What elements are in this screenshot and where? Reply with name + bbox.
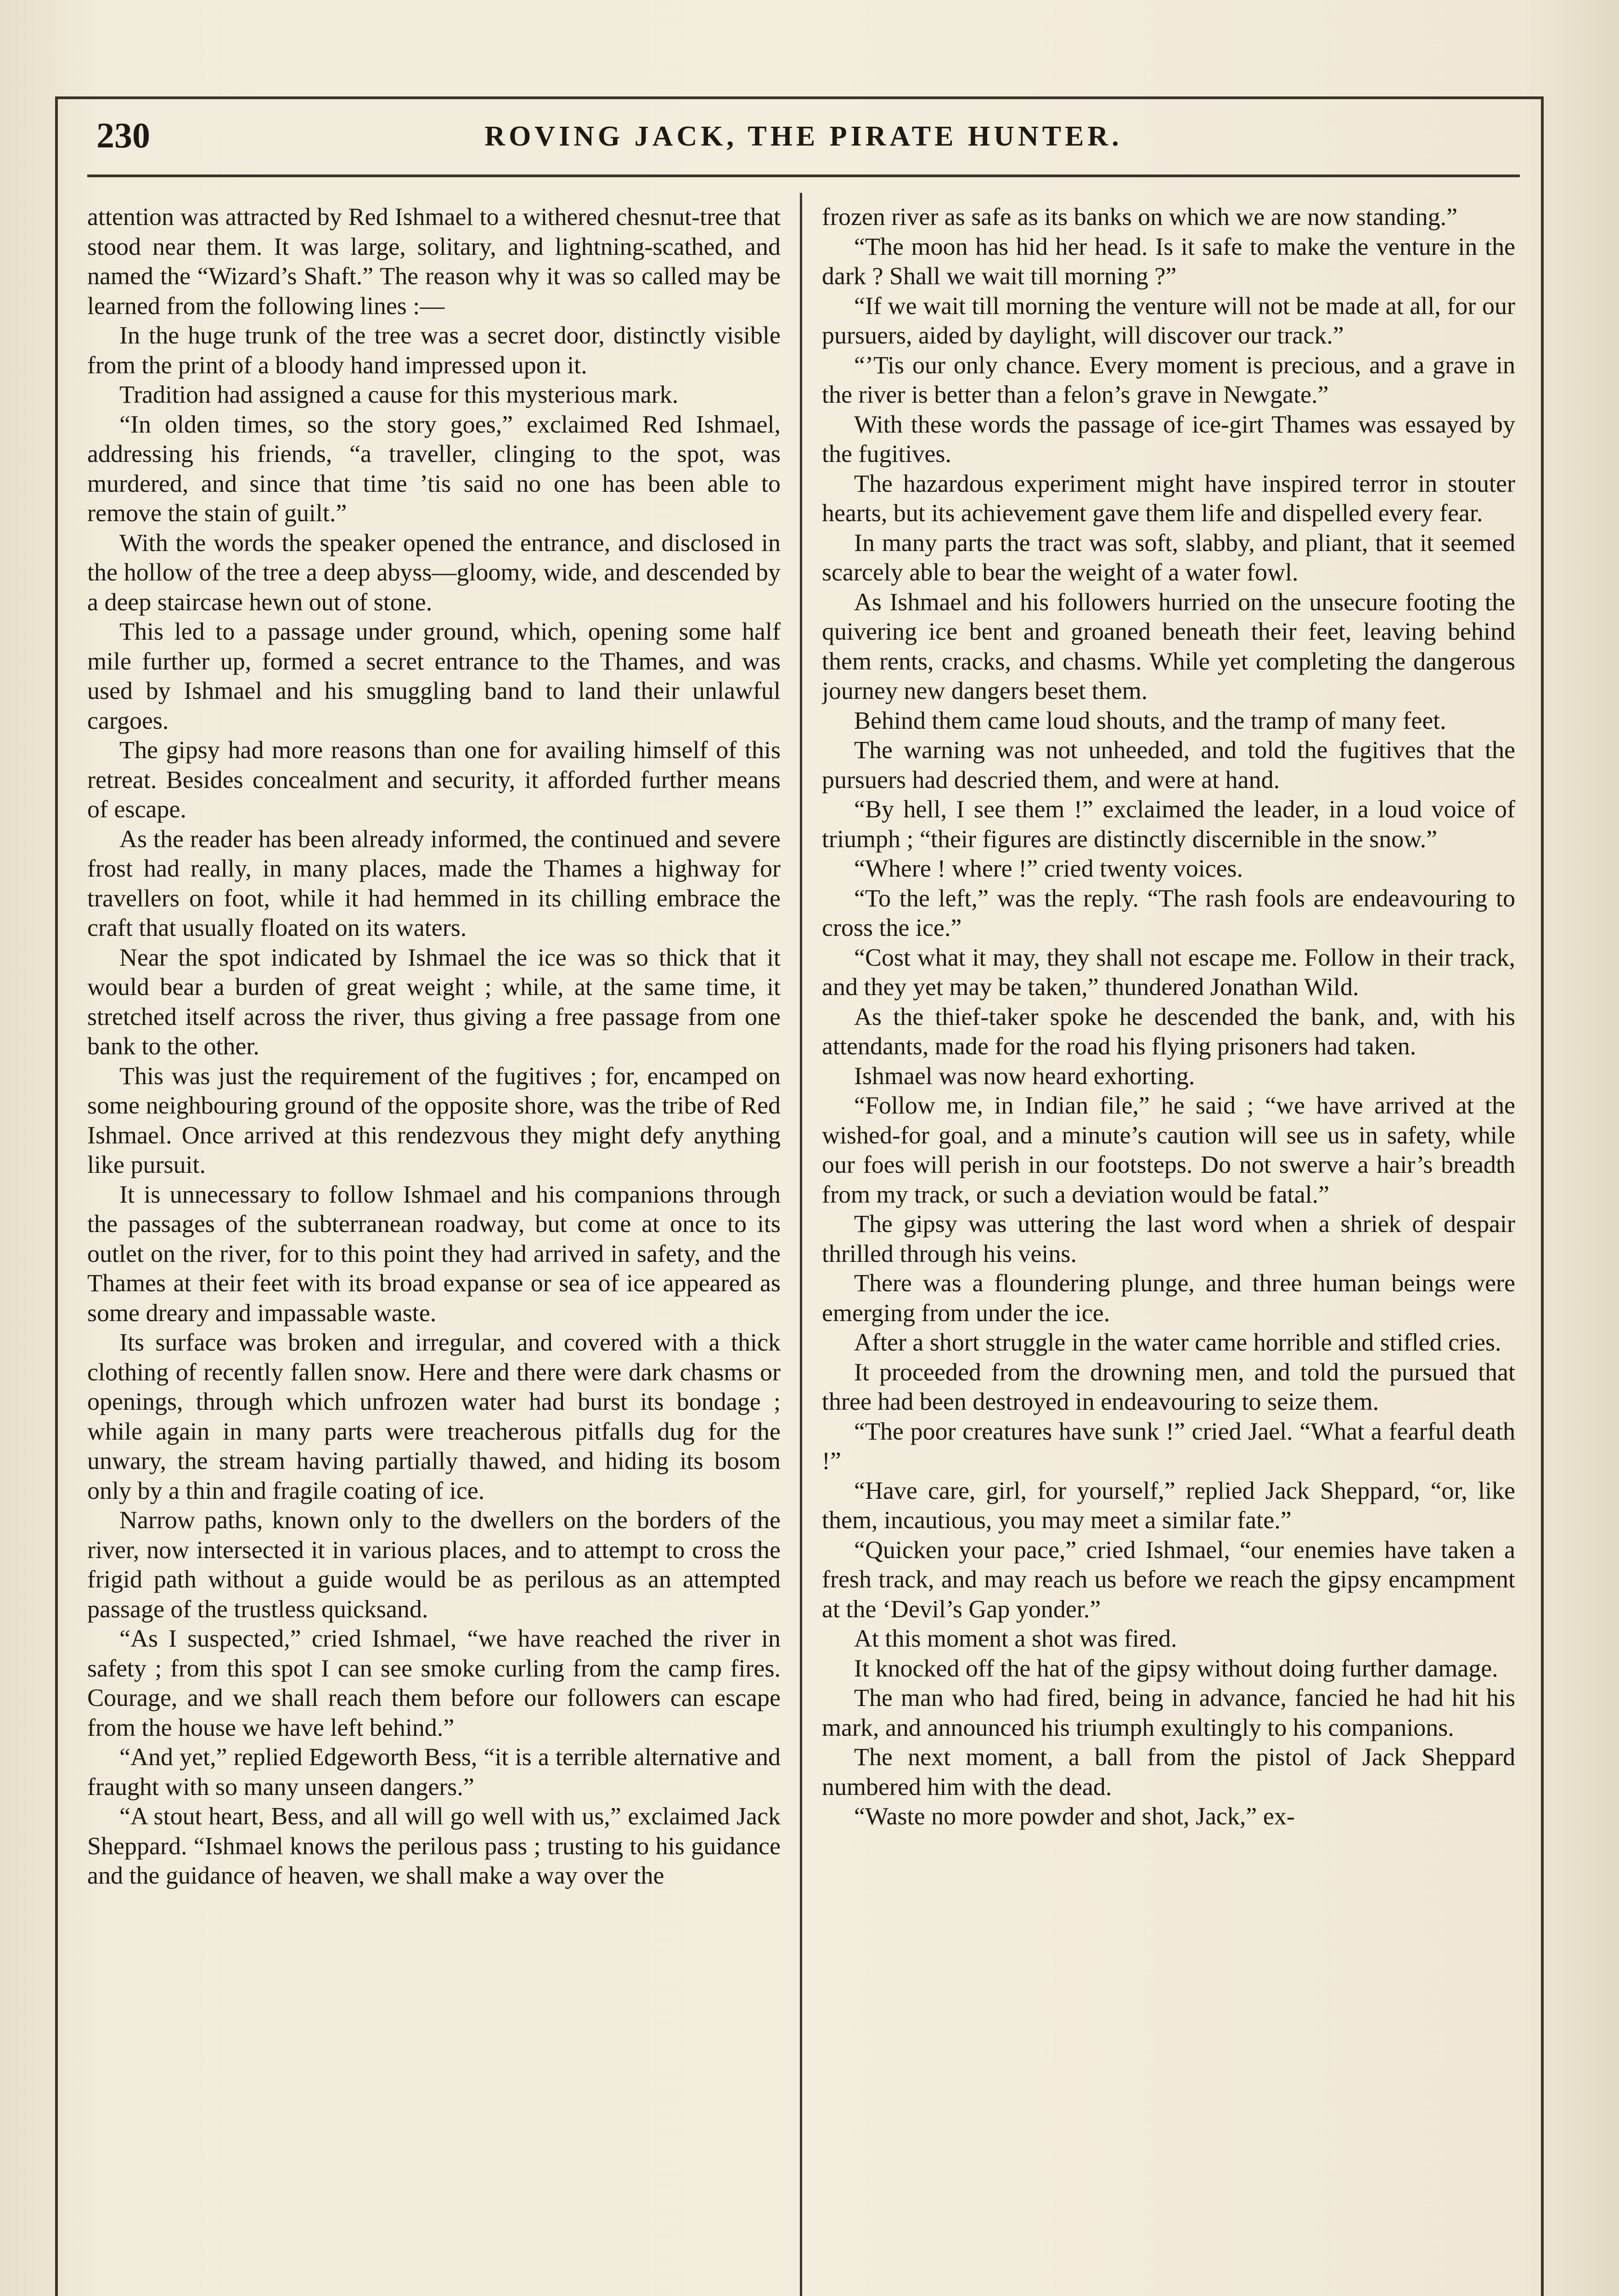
paragraph: Ishmael was now heard exhorting. [854,1062,1195,1090]
paragraph: Tradition had assigned a cause for this mysterious mark. [119,381,679,408]
paragraph: The man who had fired, being in advance, fancied he had hit his mark, and announced his triumph exultingly to his companions. [822,1684,1515,1741]
paragraph: “If we wait till morning the venture will not be made at all, for our pursuers, aided by daylight, will discover our track.” [822,292,1515,349]
paragraph: After a short struggle in the water came horrible and stifled cries. [854,1328,1501,1356]
page-number: 230 [96,115,150,155]
right-column [822,202,1515,2296]
paragraph: “Have care, girl, for yourself,” replied Jack Sheppard, “or, like them, incautious, you may meet a similar fate.” [822,1476,1515,1534]
paragraph: attention was attracted by Red Ishmael to a withered chesnut-tree that stood near them. It was large, solitary, and lightning-scathed, and named the “Wizard’s Shaft.” The reason why it was so called may be learned from the following lines :— [87,203,781,320]
paragraph: The next moment, a ball from the pistol of Jack Sheppard numbered him with the dead. [822,1743,1515,1801]
paragraph: Narrow paths, known only to the dwellers on the borders of the river, now intersected it in various places, and to attempt to cross the frigid path without a guide would be as perilous as an attempted passage of the trustless quicksand. [87,1506,781,1623]
paragraph: Its surface was broken and irregular, and covered with a thick clothing of recently fallen snow. Here and there were dark chasms or openings, through which unfrozen water had burst its bondage ; while again in many parts were treacherous pitfalls dug for the unwary, the stream having partially thawed, and hiding its bosom only by a thin and fragile coating of ice. [87,1328,781,1504]
paragraph: frozen river as safe as its banks on which we are now standing.” [822,203,1458,231]
paragraph: In the huge trunk of the tree was a secret door, distinctly visible from the print of a bloody hand impressed upon it. [87,321,781,379]
paragraph: Near the spot indicated by Ishmael the ice was so thick that it would bear a burden of great weight ; while, at the same time, it stretched itself across the river, thus giving a free passage from one bank to the other. [87,943,781,1060]
left-column [87,202,781,2296]
paragraph: As the reader has been already informed, the continued and severe frost had really, in many places, made the Thames a highway for travellers on foot, while it had hemmed in its chilling embrace the craft that usually floated on its waters. [87,825,781,941]
paragraph: In many parts the tract was soft, slabby, and pliant, that it seemed scarcely able to bear the weight of a water fowl. [822,529,1515,586]
paragraph: The hazardous experiment might have inspired terror in stouter hearts, but its achievement gave them life and dispelled every fear. [822,469,1515,527]
paragraph: At this moment a shot was fired. [854,1625,1177,1652]
paragraph: With the words the speaker opened the entrance, and disclosed in the hollow of the tree a deep abyss—gloomy, wide, and descended by a deep staircase hewn out of stone. [87,529,781,616]
paragraph: “Where ! where !” cried twenty voices. [854,855,1243,882]
paragraph: The gipsy had more reasons than one for availing himself of this retreat. Besides concealment and security, it afforded further means of escape. [87,736,781,823]
paragraph: “The moon has hid her head. Is it safe to make the venture in the dark ? Shall we wait till morning ?” [822,232,1515,290]
paragraph: Behind them came loud shouts, and the tramp of many feet. [854,706,1446,734]
paragraph: “In olden times, so the story goes,” exclaimed Red Ishmael, addressing his friends, “a traveller, clinging to the spot, was murdered, and since that time ’tis said no one has been able to remove the stain of guilt.” [87,410,781,527]
paragraph: “Quicken your pace,” cried Ishmael, “our enemies have taken a fresh track, and may reach us before we reach the gipsy encampment at the ‘Devil’s Gap yonder.” [822,1536,1515,1623]
paragraph: This led to a passage under ground, which, opening some half mile further up, formed a secret entrance to the Thames, and was used by Ishmael and his smuggling band to land their unlawful cargoes. [87,618,781,734]
paragraph: There was a floundering plunge, and three human beings were emerging from under the ice. [822,1269,1515,1327]
paragraph: It is unnecessary to follow Ishmael and his companions through the passages of the subterranean roadway, but come at once to its outlet on the river, for to this point they had arrived in safety, and the Thames at their feet with its broad expanse or sea of ice appeared as some dreary and impassable waste. [87,1180,781,1327]
header-rule [87,174,1520,177]
paragraph: As Ishmael and his followers hurried on the unsecure footing the quivering ice bent and groaned beneath their feet, leaving behind them rents, cracks, and chasms. While yet completing the dangerous journey new dangers beset them. [822,588,1515,704]
paragraph: “By hell, I see them !” exclaimed the leader, in a loud voice of triumph ; “their figures are distinctly discernible in the snow.” [822,795,1515,853]
paragraph: “And yet,” replied Edgeworth Bess, “it is a terrible alternative and fraught with so many unseen dangers.” [87,1743,781,1801]
paragraph: It proceeded from the drowning men, and told the pursued that three had been destroyed in endeavouring to seize them. [822,1358,1515,1415]
paragraph: With these words the passage of ice-girt Thames was essayed by the fugitives. [822,410,1515,467]
paragraph: “’Tis our only chance. Every moment is precious, and a grave in the river is better than a felon’s grave in Newgate.” [822,351,1515,408]
running-title: ROVING JACK, THE PIRATE HUNTER. [484,121,1123,152]
paragraph: The warning was not unheeded, and told the fugitives that the pursuers had descried them, and were at hand. [822,736,1515,793]
running-header [87,110,1520,165]
paragraph: “Follow me, in Indian file,” he said ; “we have arrived at the wished-for goal, and a minute’s caution will see us in safety, while our foes will perish in our footsteps. Do not swerve a hair’s breadth from my track, or such a deviation would be fatal.” [822,1092,1515,1208]
paragraph: “Waste no more powder and shot, Jack,” ex- [854,1802,1295,1830]
paragraph: “A stout heart, Bess, and all will go well with us,” exclaimed Jack Sheppard. “Ishmael knows the perilous pass ; trusting to his guidance and the guidance of heaven, we shall make a way over the [87,1802,781,1889]
paragraph: It knocked off the hat of the gipsy without doing further damage. [854,1654,1498,1682]
paragraph: This was just the requirement of the fugitives ; for, encamped on some neighbouring ground of the opposite shore, was the tribe of Red Ishmael. Once arrived at this rendezvous they might defy anything like pursuit. [87,1062,781,1178]
paragraph: “To the left,” was the reply. “The rash fools are endeavouring to cross the ice.” [822,884,1515,941]
paragraph: The gipsy was uttering the last word when a shriek of despair thrilled through his veins. [822,1210,1515,1267]
paragraph: “Cost what it may, they shall not escape me. Follow in their track, and they yet may be taken,” thundered Jonathan Wild. [822,943,1515,1001]
paragraph: “The poor creatures have sunk !” cried Jael. “What a fearful death !” [822,1417,1515,1474]
paragraph: “As I suspected,” cried Ishmael, “we have reached the river in safety ; from this spot I can see smoke curling from the camp fires. Courage, and we shall reach them before our followers can escape from the house we have left behind.” [87,1625,781,1741]
paragraph: As the thief-taker spoke he descended the bank, and, with his attendants, made for the road his flying prisoners had taken. [822,1002,1515,1060]
column-divider [800,193,802,2296]
